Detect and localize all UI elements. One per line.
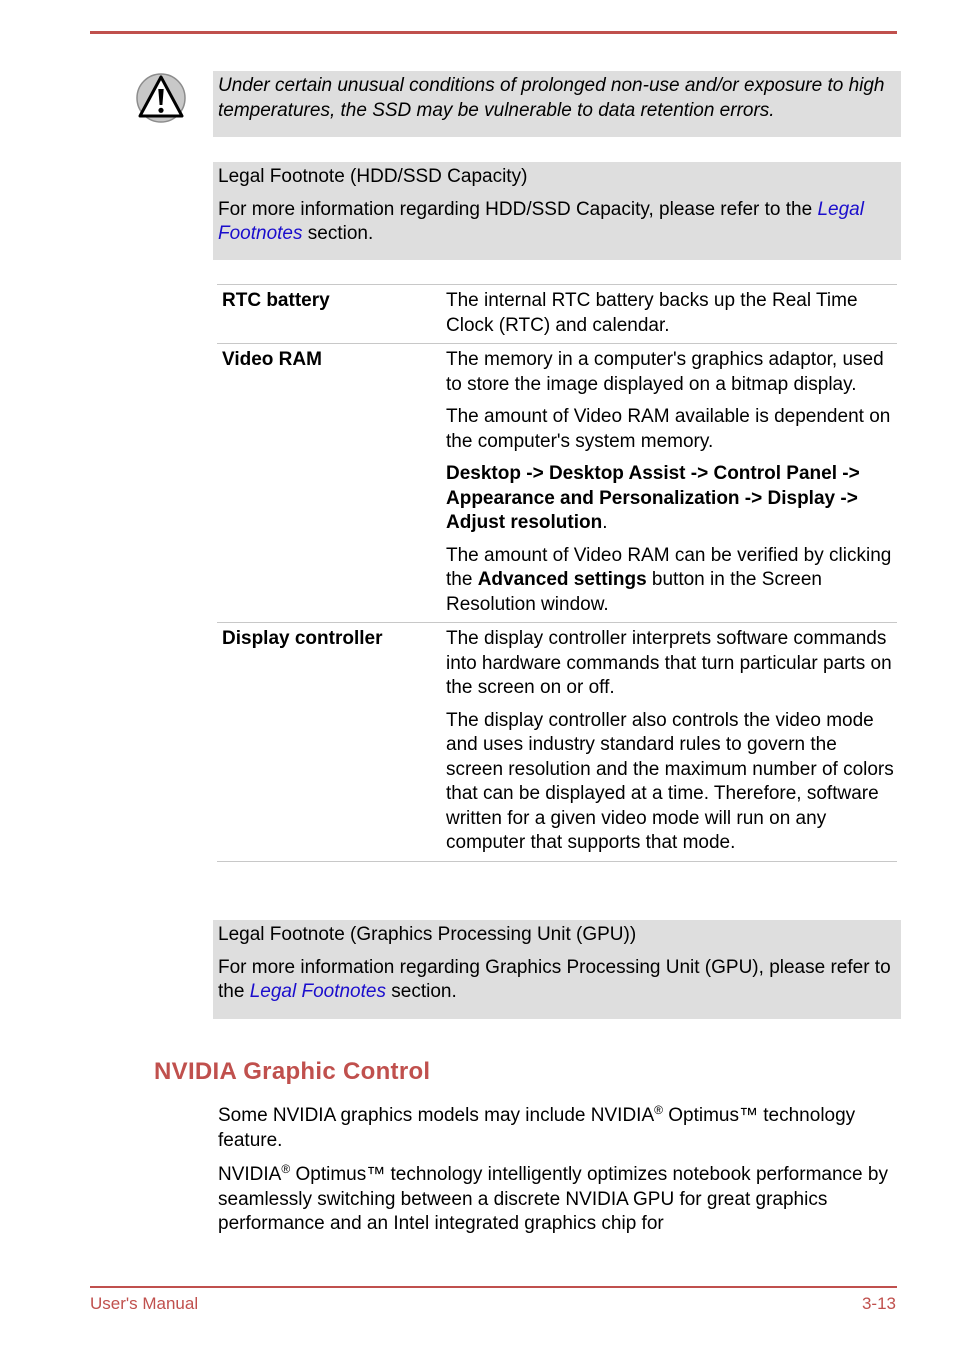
- legal-footnotes-link[interactable]: Legal Footnotes: [249, 981, 386, 1002]
- header-rule: [90, 31, 897, 34]
- legal-gpu-heading: Legal Footnote (Graphics Processing Unit (GPU)): [218, 924, 637, 945]
- paragraph: NVIDIA® Optimus™ technology intelligently optimizes notebook performance by seamlessly switching between a discrete NVIDIA GPU for great graphics performance and an Intel integrated graphics chip for: [218, 1162, 888, 1234]
- paragraph: Some NVIDIA graphics models may include NVIDIA® Optimus™ technology feature.: [218, 1103, 856, 1151]
- term-video-ram: Video RAM: [217, 344, 441, 623]
- legal-footnotes-link[interactable]: Legal Footnotes: [218, 198, 864, 244]
- warning-note: [213, 71, 901, 137]
- section-body: [218, 1104, 898, 1247]
- legal-hdd-text: For more information regarding HDD/SSD Capacity, please refer to the Legal Footnotes section.: [218, 198, 864, 244]
- warning-text: Under certain unusual conditions of prolonged non-use and/or exposure to high temperatures, the SSD may be vulnerable to data retention errors.: [218, 75, 885, 121]
- page-number: 3-13: [861, 1294, 896, 1313]
- table-row: [217, 623, 897, 862]
- settings-path: Desktop -> Desktop Assist -> Control Panel -> Appearance and Personalization -> Display -> Adjust resolution.: [446, 463, 860, 533]
- term-rtc-battery: RTC battery: [217, 285, 441, 344]
- legal-gpu-text: For more information regarding Graphics Processing Unit (GPU), please refer to the Legal Footnotes section.: [218, 956, 891, 1002]
- footer-rule: [90, 1286, 897, 1288]
- warning-icon: [135, 72, 187, 124]
- legal-footnote-gpu: [213, 920, 901, 1019]
- desc-rtc-battery: The internal RTC battery backs up the Real Time Clock (RTC) and calendar.: [441, 285, 897, 344]
- legal-footnote-hdd: [213, 162, 901, 260]
- desc-video-ram: The memory in a computer's graphics adaptor, used to store the image displayed on a bitmap display. The amount of Video RAM available is dependent on the computer's system memory. Desktop -> Desktop Assist -> Control Panel -> Appearance and Personalization -> Display -> Adjust resolution. The amount of Video RAM can be verified by clicking the Advanced settings button in the Screen Resolution window.: [441, 344, 897, 623]
- footer-manual-title: User's Manual: [90, 1294, 199, 1313]
- advanced-settings-label: Advanced settings: [477, 569, 647, 590]
- term-display-controller: Display controller: [217, 623, 441, 862]
- registered-mark: ®: [281, 1162, 291, 1176]
- table-row: [217, 285, 897, 344]
- legal-hdd-heading: Legal Footnote (HDD/SSD Capacity): [218, 166, 528, 187]
- spec-table: [217, 284, 897, 862]
- desc-display-controller: The display controller interprets software commands into hardware commands that turn particular parts on the screen on or off. The display controller also controls the video mode and uses industry standard rules to govern the screen resolution and the maximum number of colors that can be displayed at a time. Therefore, software written for a given video mode will run on any computer that supports that mode.: [441, 623, 897, 862]
- table-row: [217, 344, 897, 623]
- section-title: NVIDIA Graphic Control: [154, 1058, 431, 1085]
- registered-mark: ®: [654, 1103, 663, 1117]
